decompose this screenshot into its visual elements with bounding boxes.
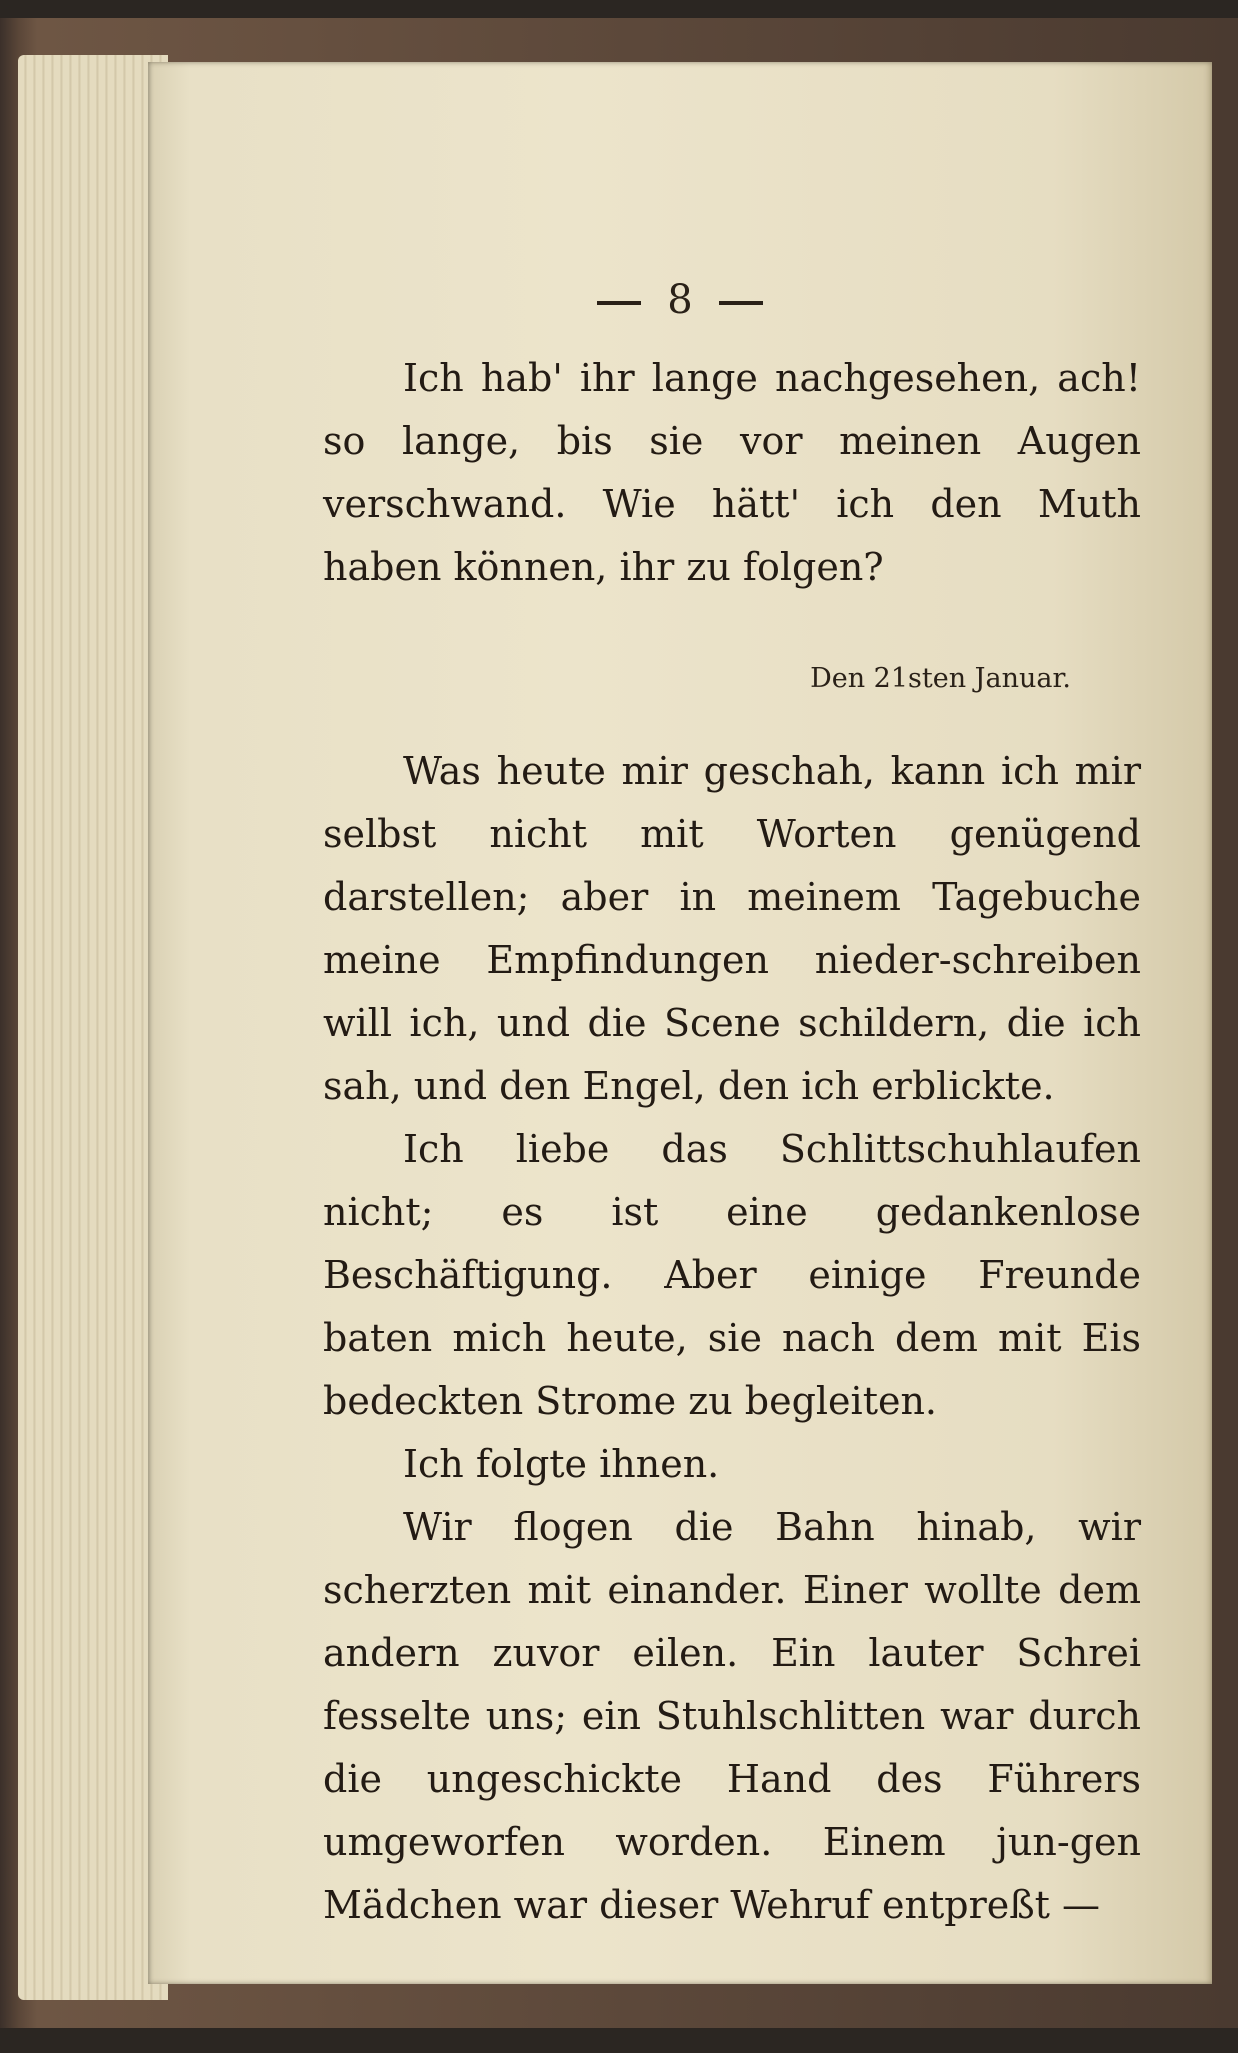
date-line: Den 21sten Januar. [810,663,1071,694]
page-body [323,347,1141,1937]
paragraph: Ich folgte ihnen. [403,1442,720,1486]
book-page [148,62,1212,1984]
paragraph: Wir flogen die Bahn hinab, wir scherzten mit einander. Einer wollte dem andern zuvor eilen. Ein lauter Schrei fesselte uns; ein Stuhlschlitten war durch die ungeschickte Hand des Führers umgeworfen worden. Einem jun-gen Mädchen war dieser Wehruf entpreßt — [323,1505,1141,1927]
paragraph: Was heute mir geschah, kann ich mir selbst nicht mit Worten genügend darstellen; aber in meinem Tagebuche meine Empfindungen nieder-schreiben will ich, und die Scene schildern, die ich sah, und den Engel, den ich erblickte. [323,749,1141,1108]
page-number: 8 [667,277,693,323]
header-dash-left [597,301,641,305]
page-header [148,277,1212,323]
page-edges [18,55,168,2000]
paragraph: Ich hab' ihr lange nachgesehen, ach! so lange, bis sie vor meinen Augen verschwand. Wie hätt' ich den Muth haben können, ihr zu folgen? [323,356,1141,589]
header-dash-right [719,301,763,305]
paragraph: Ich liebe das Schlittschuhlaufen nicht; es ist eine gedankenlose Beschäftigung. Aber einige Freunde baten mich heute, sie nach dem mit Eis bedeckten Strome zu begleiten. [323,1127,1141,1423]
